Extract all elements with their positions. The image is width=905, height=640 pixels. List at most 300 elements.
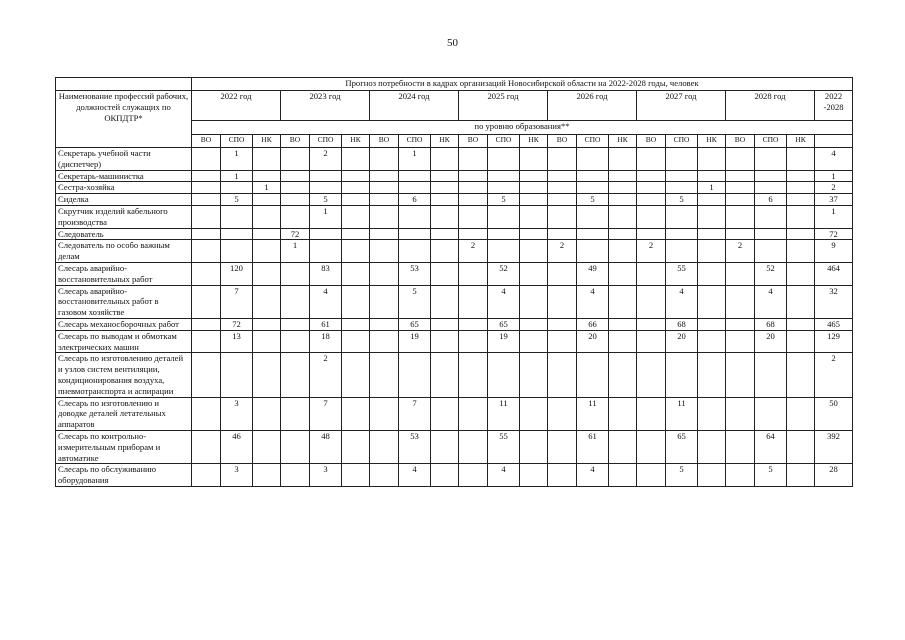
total-cell: 1 xyxy=(815,170,853,182)
value-cell xyxy=(787,262,815,285)
value-cell xyxy=(698,430,726,463)
value-cell: 4 xyxy=(666,285,698,318)
profession-name-cell: Секретарь учебной части (диспетчер) xyxy=(56,148,192,171)
value-cell xyxy=(787,228,815,240)
value-cell xyxy=(370,240,399,263)
value-cell xyxy=(192,285,221,318)
value-cell xyxy=(637,397,666,430)
value-cell: 72 xyxy=(281,228,310,240)
value-cell xyxy=(698,148,726,171)
value-cell: 7 xyxy=(399,397,431,430)
level-header-спо: СПО xyxy=(666,135,698,148)
table-row xyxy=(56,228,853,240)
value-cell xyxy=(637,170,666,182)
value-cell xyxy=(666,353,698,397)
value-cell: 65 xyxy=(399,318,431,330)
value-cell xyxy=(520,285,548,318)
value-cell xyxy=(253,228,281,240)
value-cell: 72 xyxy=(221,318,253,330)
value-cell xyxy=(342,330,370,353)
value-cell xyxy=(698,330,726,353)
value-cell: 5 xyxy=(221,194,253,206)
value-cell xyxy=(310,182,342,194)
value-cell xyxy=(370,353,399,397)
value-cell xyxy=(577,170,609,182)
page-number: 50 xyxy=(447,37,458,49)
table-row xyxy=(56,262,853,285)
total-cell: 28 xyxy=(815,464,853,487)
value-cell: 4 xyxy=(310,285,342,318)
value-cell xyxy=(666,148,698,171)
value-cell: 1 xyxy=(281,240,310,263)
total-cell: 129 xyxy=(815,330,853,353)
value-cell: 1 xyxy=(310,205,342,228)
value-cell xyxy=(253,148,281,171)
value-cell xyxy=(666,228,698,240)
value-cell xyxy=(755,170,787,182)
value-cell xyxy=(253,240,281,263)
value-cell xyxy=(221,240,253,263)
value-cell xyxy=(192,353,221,397)
value-cell xyxy=(548,228,577,240)
value-cell xyxy=(726,353,755,397)
value-cell xyxy=(431,194,459,206)
value-cell: 4 xyxy=(488,285,520,318)
level-header-во: ВО xyxy=(548,135,577,148)
value-cell xyxy=(726,430,755,463)
value-cell xyxy=(520,194,548,206)
value-cell: 11 xyxy=(666,397,698,430)
value-cell xyxy=(221,228,253,240)
value-cell xyxy=(399,170,431,182)
profession-name-cell: Слесарь аварийно-восстановительных работ в газовом хозяйстве xyxy=(56,285,192,318)
table-title: Прогноз потребности в кадрах организаций Новосибирской области на 2022-2028 годы, человек xyxy=(192,78,853,91)
value-cell xyxy=(399,353,431,397)
value-cell: 68 xyxy=(666,318,698,330)
value-cell xyxy=(253,318,281,330)
forecast-table xyxy=(55,77,853,487)
value-cell xyxy=(666,205,698,228)
value-cell xyxy=(666,182,698,194)
value-cell: 66 xyxy=(577,318,609,330)
value-cell xyxy=(787,397,815,430)
value-cell xyxy=(548,170,577,182)
value-cell xyxy=(637,182,666,194)
profession-name-cell: Секретарь-машинистка xyxy=(56,170,192,182)
value-cell xyxy=(253,285,281,318)
value-cell: 11 xyxy=(577,397,609,430)
level-header-нк: НК xyxy=(431,135,459,148)
value-cell xyxy=(520,318,548,330)
level-header-во: ВО xyxy=(637,135,666,148)
value-cell xyxy=(609,148,637,171)
value-cell xyxy=(399,228,431,240)
value-cell xyxy=(281,205,310,228)
value-cell xyxy=(637,353,666,397)
value-cell xyxy=(637,228,666,240)
value-cell xyxy=(787,205,815,228)
value-cell xyxy=(459,194,488,206)
value-cell xyxy=(520,228,548,240)
value-cell xyxy=(459,285,488,318)
level-header-нк: НК xyxy=(787,135,815,148)
value-cell xyxy=(520,148,548,171)
table-row xyxy=(56,285,853,318)
value-cell xyxy=(726,285,755,318)
value-cell xyxy=(192,194,221,206)
value-cell xyxy=(577,353,609,397)
value-cell: 52 xyxy=(488,262,520,285)
value-cell: 53 xyxy=(399,430,431,463)
value-cell xyxy=(431,182,459,194)
total-cell: 4 xyxy=(815,148,853,171)
value-cell xyxy=(698,194,726,206)
value-cell xyxy=(459,353,488,397)
value-cell xyxy=(726,205,755,228)
value-cell xyxy=(399,182,431,194)
value-cell xyxy=(459,262,488,285)
value-cell xyxy=(488,228,520,240)
value-cell xyxy=(192,430,221,463)
value-cell xyxy=(281,194,310,206)
table-row xyxy=(56,148,853,171)
total-cell: 2 xyxy=(815,353,853,397)
value-cell: 46 xyxy=(221,430,253,463)
value-cell xyxy=(577,148,609,171)
value-cell xyxy=(726,262,755,285)
value-cell xyxy=(281,318,310,330)
year-header-2024: 2024 год xyxy=(370,91,459,121)
value-cell xyxy=(755,182,787,194)
value-cell xyxy=(755,205,787,228)
value-cell: 53 xyxy=(399,262,431,285)
profession-name-cell: Скрутчик изделий кабельного производства xyxy=(56,205,192,228)
value-cell xyxy=(698,205,726,228)
value-cell: 7 xyxy=(221,285,253,318)
value-cell xyxy=(342,205,370,228)
value-cell xyxy=(281,330,310,353)
value-cell xyxy=(726,318,755,330)
level-header-во: ВО xyxy=(281,135,310,148)
value-cell: 64 xyxy=(755,430,787,463)
value-cell xyxy=(609,262,637,285)
value-cell xyxy=(609,285,637,318)
value-cell xyxy=(253,353,281,397)
year-header-2028: 2028 год xyxy=(726,91,815,121)
value-cell xyxy=(459,205,488,228)
value-cell xyxy=(755,240,787,263)
table-row xyxy=(56,182,853,194)
total-cell: 9 xyxy=(815,240,853,263)
value-cell xyxy=(520,240,548,263)
value-cell xyxy=(726,397,755,430)
value-cell xyxy=(342,464,370,487)
value-cell xyxy=(342,194,370,206)
value-cell xyxy=(370,285,399,318)
value-cell xyxy=(609,318,637,330)
profession-name-cell: Слесарь по выводам и обмоткам электрических машин xyxy=(56,330,192,353)
year-header-2022: 2022 год xyxy=(192,91,281,121)
value-cell: 2 xyxy=(726,240,755,263)
value-cell xyxy=(548,262,577,285)
value-cell: 120 xyxy=(221,262,253,285)
value-cell: 4 xyxy=(577,464,609,487)
level-header-нк: НК xyxy=(520,135,548,148)
level-header-во: ВО xyxy=(192,135,221,148)
value-cell: 2 xyxy=(310,353,342,397)
value-cell xyxy=(342,170,370,182)
value-cell: 5 xyxy=(577,194,609,206)
value-cell xyxy=(787,330,815,353)
value-cell xyxy=(370,205,399,228)
value-cell xyxy=(253,430,281,463)
value-cell xyxy=(609,205,637,228)
value-cell xyxy=(459,430,488,463)
value-cell xyxy=(281,397,310,430)
value-cell xyxy=(488,182,520,194)
value-cell xyxy=(399,205,431,228)
value-cell: 2 xyxy=(310,148,342,171)
value-cell: 55 xyxy=(488,430,520,463)
value-cell: 2 xyxy=(548,240,577,263)
value-cell xyxy=(310,228,342,240)
profession-name-cell: Следователь xyxy=(56,228,192,240)
value-cell xyxy=(431,397,459,430)
level-header-во: ВО xyxy=(459,135,488,148)
total-subheader-cell xyxy=(815,135,853,148)
value-cell xyxy=(787,194,815,206)
value-cell xyxy=(726,182,755,194)
value-cell: 4 xyxy=(755,285,787,318)
value-cell xyxy=(698,464,726,487)
value-cell xyxy=(342,148,370,171)
total-cell: 37 xyxy=(815,194,853,206)
value-cell xyxy=(192,318,221,330)
value-cell: 52 xyxy=(755,262,787,285)
value-cell xyxy=(609,182,637,194)
value-cell xyxy=(520,430,548,463)
value-cell xyxy=(520,182,548,194)
value-cell xyxy=(342,318,370,330)
value-cell: 3 xyxy=(221,397,253,430)
value-cell xyxy=(520,262,548,285)
value-cell xyxy=(281,464,310,487)
value-cell xyxy=(370,318,399,330)
level-header-спо: СПО xyxy=(488,135,520,148)
level-header-во: ВО xyxy=(370,135,399,148)
value-cell xyxy=(609,330,637,353)
value-cell xyxy=(548,182,577,194)
value-cell xyxy=(787,318,815,330)
table-row xyxy=(56,330,853,353)
table-row xyxy=(56,205,853,228)
year-header-2023: 2023 год xyxy=(281,91,370,121)
value-cell xyxy=(370,464,399,487)
value-cell xyxy=(342,228,370,240)
level-header-спо: СПО xyxy=(221,135,253,148)
value-cell xyxy=(253,262,281,285)
value-cell: 83 xyxy=(310,262,342,285)
value-cell xyxy=(459,148,488,171)
value-cell: 4 xyxy=(399,464,431,487)
value-cell xyxy=(253,205,281,228)
value-cell xyxy=(548,194,577,206)
value-cell xyxy=(666,170,698,182)
name-column-header: Наименование профессий рабочих, должностей служащих по ОКПДТР* xyxy=(56,91,192,148)
value-cell xyxy=(698,318,726,330)
value-cell xyxy=(609,228,637,240)
profession-name-cell: Слесарь аварийно-восстановительных работ xyxy=(56,262,192,285)
value-cell xyxy=(698,170,726,182)
value-cell xyxy=(431,430,459,463)
value-cell xyxy=(342,430,370,463)
year-header-2026: 2026 год xyxy=(548,91,637,121)
value-cell: 1 xyxy=(221,170,253,182)
level-header-во: ВО xyxy=(726,135,755,148)
value-cell xyxy=(787,464,815,487)
value-cell xyxy=(755,148,787,171)
value-cell xyxy=(370,170,399,182)
value-cell: 20 xyxy=(666,330,698,353)
value-cell xyxy=(342,353,370,397)
value-cell xyxy=(221,353,253,397)
level-header-нк: НК xyxy=(342,135,370,148)
value-cell xyxy=(548,397,577,430)
value-cell xyxy=(637,148,666,171)
value-cell xyxy=(370,148,399,171)
total-cell: 2 xyxy=(815,182,853,194)
value-cell xyxy=(637,330,666,353)
value-cell xyxy=(342,182,370,194)
value-cell xyxy=(726,170,755,182)
value-cell xyxy=(281,170,310,182)
value-cell xyxy=(637,430,666,463)
table-row xyxy=(56,353,853,397)
value-cell: 5 xyxy=(310,194,342,206)
value-cell xyxy=(459,228,488,240)
value-cell xyxy=(431,318,459,330)
education-level-header: по уровню образования** xyxy=(192,121,853,135)
value-cell xyxy=(192,148,221,171)
value-cell xyxy=(370,330,399,353)
value-cell xyxy=(520,205,548,228)
year-header-2025: 2025 год xyxy=(459,91,548,121)
value-cell xyxy=(698,228,726,240)
value-cell: 11 xyxy=(488,397,520,430)
value-cell xyxy=(253,194,281,206)
value-cell xyxy=(698,240,726,263)
value-cell xyxy=(609,170,637,182)
value-cell xyxy=(192,228,221,240)
value-cell xyxy=(310,240,342,263)
value-cell xyxy=(726,330,755,353)
value-cell xyxy=(370,194,399,206)
value-cell xyxy=(787,430,815,463)
value-cell xyxy=(548,464,577,487)
value-cell xyxy=(459,318,488,330)
value-cell: 1 xyxy=(399,148,431,171)
total-column-header: 2022 -2028 xyxy=(815,91,853,121)
value-cell xyxy=(342,397,370,430)
level-header-нк: НК xyxy=(253,135,281,148)
value-cell xyxy=(577,205,609,228)
value-cell: 19 xyxy=(488,330,520,353)
value-cell xyxy=(609,464,637,487)
value-cell xyxy=(253,397,281,430)
value-cell xyxy=(342,262,370,285)
value-cell: 1 xyxy=(253,182,281,194)
value-cell xyxy=(548,205,577,228)
profession-name-cell: Слесарь по контрольно-измерительным приборам и автоматике xyxy=(56,430,192,463)
value-cell xyxy=(431,205,459,228)
value-cell: 5 xyxy=(399,285,431,318)
value-cell: 1 xyxy=(221,148,253,171)
value-cell xyxy=(787,240,815,263)
value-cell xyxy=(755,397,787,430)
total-cell: 392 xyxy=(815,430,853,463)
value-cell xyxy=(253,330,281,353)
value-cell xyxy=(609,194,637,206)
value-cell xyxy=(431,464,459,487)
value-cell xyxy=(520,330,548,353)
value-cell xyxy=(431,330,459,353)
value-cell: 6 xyxy=(399,194,431,206)
value-cell: 65 xyxy=(666,430,698,463)
value-cell xyxy=(698,262,726,285)
value-cell: 4 xyxy=(577,285,609,318)
value-cell xyxy=(431,228,459,240)
total-cell: 465 xyxy=(815,318,853,330)
value-cell xyxy=(310,170,342,182)
value-cell xyxy=(698,397,726,430)
value-cell xyxy=(281,353,310,397)
value-cell xyxy=(637,464,666,487)
value-cell xyxy=(253,170,281,182)
value-cell: 55 xyxy=(666,262,698,285)
value-cell xyxy=(548,148,577,171)
year-header-2027: 2027 год xyxy=(637,91,726,121)
value-cell: 20 xyxy=(755,330,787,353)
value-cell: 3 xyxy=(310,464,342,487)
value-cell: 61 xyxy=(310,318,342,330)
profession-name-cell: Следователь по особо важным делам xyxy=(56,240,192,263)
value-cell xyxy=(577,240,609,263)
value-cell xyxy=(281,262,310,285)
value-cell xyxy=(755,228,787,240)
value-cell xyxy=(431,240,459,263)
value-cell xyxy=(370,430,399,463)
value-cell: 61 xyxy=(577,430,609,463)
value-cell xyxy=(431,262,459,285)
total-cell: 50 xyxy=(815,397,853,430)
value-cell xyxy=(666,240,698,263)
value-cell: 5 xyxy=(488,194,520,206)
value-cell: 49 xyxy=(577,262,609,285)
value-cell xyxy=(399,240,431,263)
profession-name-cell: Слесарь по изготовлению и доводке деталей летательных аппаратов xyxy=(56,397,192,430)
value-cell xyxy=(787,353,815,397)
value-cell xyxy=(370,228,399,240)
level-header-нк: НК xyxy=(698,135,726,148)
value-cell: 18 xyxy=(310,330,342,353)
value-cell xyxy=(459,464,488,487)
value-cell xyxy=(637,205,666,228)
total-cell: 72 xyxy=(815,228,853,240)
table-row xyxy=(56,430,853,463)
value-cell xyxy=(488,240,520,263)
level-header-спо: СПО xyxy=(310,135,342,148)
value-cell xyxy=(520,464,548,487)
